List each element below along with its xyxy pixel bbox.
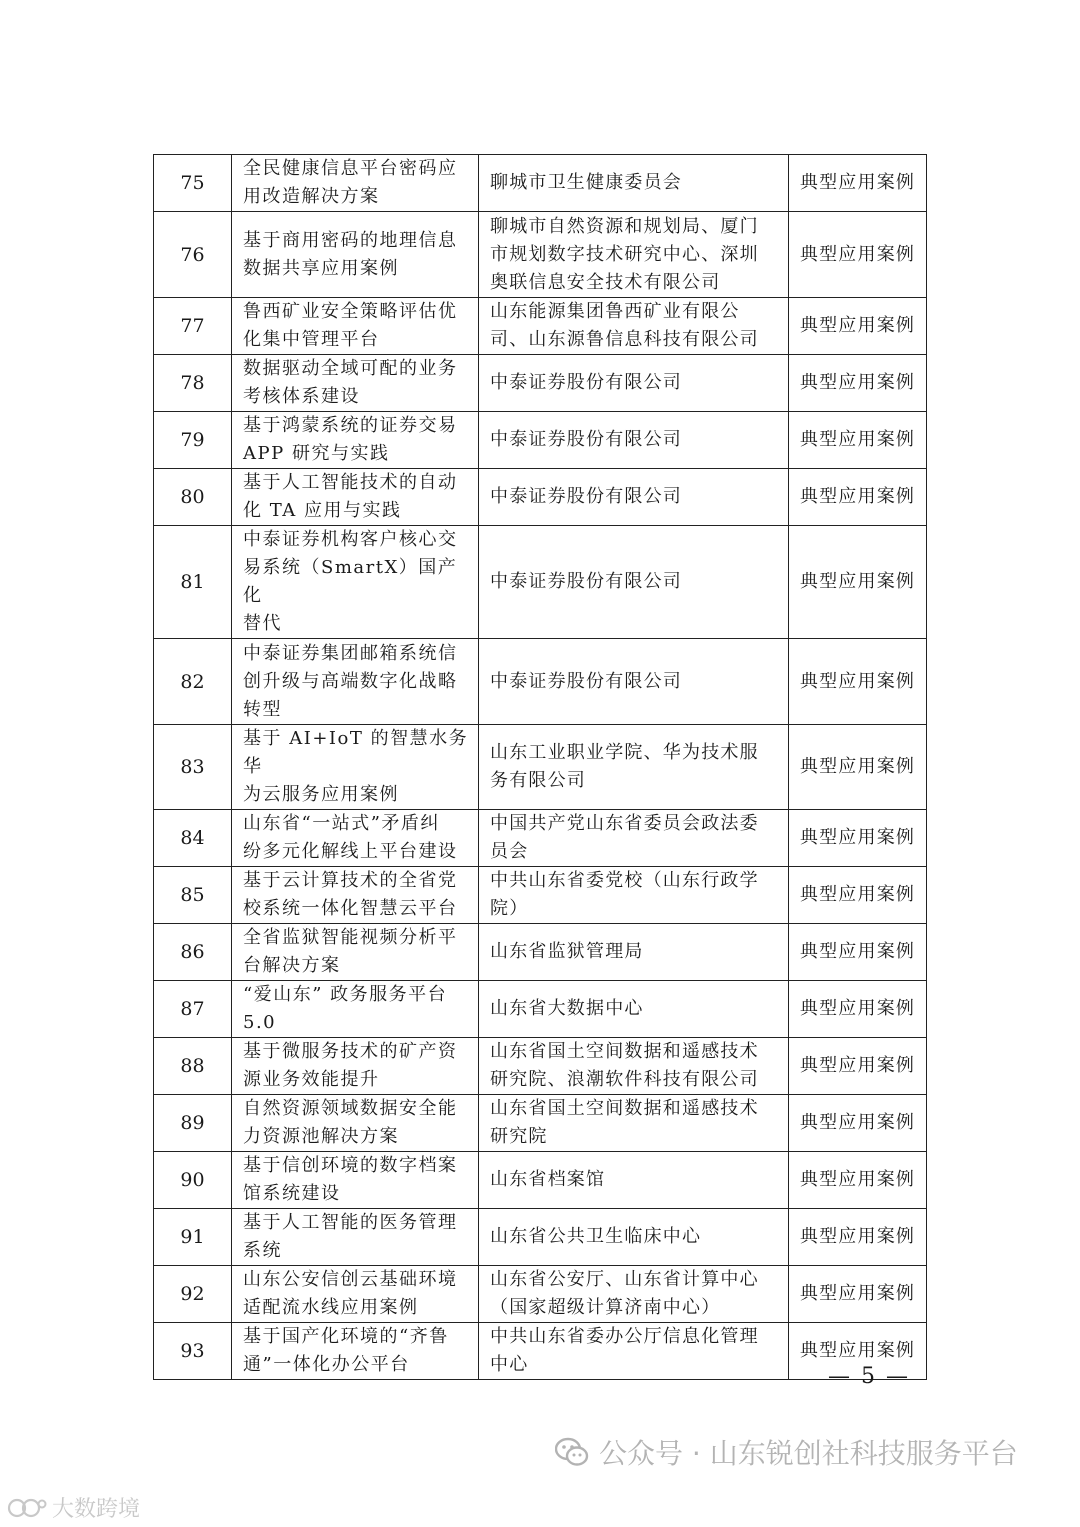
table-row (154, 981, 927, 1038)
project-name-line: 基于人工智能的医务管理 (243, 1212, 458, 1233)
project-name-line: 台解决方案 (243, 955, 341, 976)
organization-line: 山东省监狱管理局 (490, 941, 644, 962)
project-name-line: APP 研究与实践 (243, 443, 390, 464)
organization-line: 中泰证券股份有限公司 (490, 372, 682, 393)
project-name-line: 考核体系建设 (243, 386, 360, 407)
organization-cell (479, 1095, 789, 1152)
project-name-cell (232, 412, 479, 469)
wechat-watermark (555, 1432, 1018, 1472)
organization-line: 市规划数字技术研究中心、深圳 (490, 243, 759, 265)
organization-line: （国家超级计算济南中心） (490, 1297, 721, 1318)
category-cell: 典型应用案例 (789, 212, 927, 298)
row-number: 80 (154, 469, 232, 526)
project-name-line: 山东省“一站式”矛盾纠 (243, 813, 440, 834)
brand-watermark-text: 大数跨境 (52, 1497, 141, 1522)
organization-cell (479, 725, 789, 810)
organization-line: 奥联信息安全技术有限公司 (490, 271, 721, 293)
project-name-line: 易系统（SmartX）国产化 (243, 557, 458, 606)
brand-watermark (6, 1492, 140, 1523)
organization-line: 员会 (490, 841, 529, 862)
row-number: 79 (154, 412, 232, 469)
category-cell: 典型应用案例 (789, 1209, 927, 1266)
page-number: — 5 — (828, 1364, 910, 1389)
table-row (154, 469, 927, 526)
row-number: 90 (154, 1152, 232, 1209)
project-name-cell (232, 981, 479, 1038)
category-cell: 典型应用案例 (789, 1266, 927, 1323)
organization-line: 山东省档案馆 (490, 1169, 606, 1190)
project-name-line: 通”一体化办公平台 (243, 1354, 410, 1375)
category-cell: 典型应用案例 (789, 298, 927, 355)
table-row (154, 355, 927, 412)
project-name-cell (232, 155, 479, 212)
organization-cell (479, 810, 789, 867)
organization-cell (479, 1152, 789, 1209)
table-row (154, 1323, 927, 1380)
project-name-line: “爱山东” 政务服务平台 (243, 984, 448, 1005)
organization-cell (479, 155, 789, 212)
project-name-line: 5.0 (243, 1012, 277, 1033)
project-name-line: 基于 AI+IoT 的智慧水务华 (243, 728, 469, 777)
row-number: 91 (154, 1209, 232, 1266)
project-name-cell (232, 924, 479, 981)
row-number: 83 (154, 725, 232, 810)
project-name-cell (232, 469, 479, 526)
project-name-line: 全省监狱智能视频分析平 (243, 927, 458, 948)
organization-line: 司、山东源鲁信息科技有限公司 (490, 329, 759, 350)
table-row (154, 924, 927, 981)
organization-cell (479, 1323, 789, 1380)
organization-cell (479, 298, 789, 355)
table-row (154, 1095, 927, 1152)
organization-line: 研究院、浪潮软件科技有限公司 (490, 1069, 759, 1090)
organization-cell (479, 639, 789, 725)
organization-line: 山东能源集团鲁西矿业有限公 (490, 301, 740, 322)
category-cell: 典型应用案例 (789, 725, 927, 810)
project-name-line: 基于微服务技术的矿产资 (243, 1041, 458, 1062)
cases-table (153, 154, 927, 1380)
category-cell: 典型应用案例 (789, 1038, 927, 1095)
project-name-line: 中泰证券集团邮箱系统信 (243, 642, 458, 664)
project-name-line: 基于国产化环境的“齐鲁 (243, 1326, 449, 1347)
project-name-cell (232, 298, 479, 355)
organization-line: 聊城市卫生健康委员会 (490, 172, 682, 193)
row-number: 82 (154, 639, 232, 725)
organization-cell (479, 1038, 789, 1095)
table-row (154, 810, 927, 867)
organization-line: 山东省国土空间数据和遥感技术 (490, 1098, 759, 1119)
organization-line: 山东省国土空间数据和遥感技术 (490, 1041, 759, 1062)
project-name-line: 源业务效能提升 (243, 1069, 380, 1090)
project-name-cell (232, 810, 479, 867)
project-name-cell (232, 526, 479, 639)
row-number: 86 (154, 924, 232, 981)
project-name-line: 基于云计算技术的全省党 (243, 870, 458, 891)
table-row (154, 212, 927, 298)
project-name-cell (232, 1209, 479, 1266)
wechat-watermark-text: 公众号 · 山东锐创社科技服务平台 (599, 1437, 1018, 1470)
table-row (154, 725, 927, 810)
organization-line: 中共山东省委党校（山东行政学 (490, 870, 759, 891)
project-name-line: 基于鸿蒙系统的证券交易 (243, 415, 458, 436)
organization-cell (479, 469, 789, 526)
row-number: 84 (154, 810, 232, 867)
organization-line: 院） (490, 898, 529, 919)
category-cell: 典型应用案例 (789, 981, 927, 1038)
row-number: 93 (154, 1323, 232, 1380)
project-name-line: 中泰证券机构客户核心交 (243, 529, 458, 550)
project-name-cell (232, 1095, 479, 1152)
category-cell: 典型应用案例 (789, 526, 927, 639)
table-row (154, 1209, 927, 1266)
project-name-line: 化 TA 应用与实践 (243, 500, 402, 521)
project-name-cell (232, 212, 479, 298)
project-name-cell (232, 1323, 479, 1380)
project-name-line: 适配流水线应用案例 (243, 1297, 419, 1318)
project-name-cell (232, 639, 479, 725)
category-cell: 典型应用案例 (789, 155, 927, 212)
row-number: 75 (154, 155, 232, 212)
row-number: 87 (154, 981, 232, 1038)
organization-line: 山东工业职业学院、华为技术服 (490, 742, 759, 763)
project-name-line: 全民健康信息平台密码应 (243, 158, 458, 179)
table-row (154, 867, 927, 924)
organization-cell (479, 867, 789, 924)
project-name-cell (232, 1266, 479, 1323)
project-name-line: 馆系统建设 (243, 1183, 341, 1204)
project-name-line: 基于商用密码的地理信息 (243, 229, 458, 251)
organization-cell (479, 924, 789, 981)
table-row (154, 1038, 927, 1095)
row-number: 92 (154, 1266, 232, 1323)
project-name-line: 力资源池解决方案 (243, 1126, 399, 1147)
project-name-line: 替代 (243, 613, 282, 634)
row-number: 77 (154, 298, 232, 355)
organization-line: 中国共产党山东省委员会政法委 (490, 813, 759, 834)
brand-logo-icon (6, 1495, 48, 1521)
table-row (154, 298, 927, 355)
project-name-line: 用改造解决方案 (243, 186, 380, 207)
table-row (154, 412, 927, 469)
table-row (154, 1152, 927, 1209)
table-body (154, 155, 927, 1380)
row-number: 89 (154, 1095, 232, 1152)
project-name-cell (232, 1152, 479, 1209)
project-name-line: 为云服务应用案例 (243, 784, 399, 805)
category-cell: 典型应用案例 (789, 1095, 927, 1152)
project-name-cell (232, 867, 479, 924)
category-cell: 典型应用案例 (789, 639, 927, 725)
project-name-line: 数据共享应用案例 (243, 257, 399, 279)
table-row (154, 639, 927, 725)
organization-line: 中泰证券股份有限公司 (490, 670, 682, 692)
project-name-line: 基于信创环境的数字档案 (243, 1155, 458, 1176)
organization-cell (479, 212, 789, 298)
row-number: 88 (154, 1038, 232, 1095)
row-number: 76 (154, 212, 232, 298)
organization-line: 山东省公安厅、山东省计算中心 (490, 1269, 759, 1290)
organization-line: 研究院 (490, 1126, 548, 1147)
project-name-line: 系统 (243, 1240, 282, 1261)
project-name-cell (232, 1038, 479, 1095)
organization-line: 山东省公共卫生临床中心 (490, 1226, 702, 1247)
organization-line: 中心 (490, 1354, 529, 1375)
category-cell: 典型应用案例 (789, 810, 927, 867)
category-cell: 典型应用案例 (789, 355, 927, 412)
wechat-icon (555, 1437, 589, 1467)
organization-cell (479, 1209, 789, 1266)
row-number: 85 (154, 867, 232, 924)
project-name-line: 数据驱动全域可配的业务 (243, 358, 458, 379)
project-name-line: 校系统一体化智慧云平台 (243, 898, 458, 919)
table-row (154, 526, 927, 639)
organization-line: 中泰证券股份有限公司 (490, 429, 682, 450)
organization-line: 聊城市自然资源和规划局、厦门 (490, 215, 759, 237)
row-number: 78 (154, 355, 232, 412)
organization-line: 山东省大数据中心 (490, 998, 644, 1019)
organization-line: 务有限公司 (490, 770, 586, 791)
project-name-line: 纷多元化解线上平台建设 (243, 841, 458, 862)
organization-cell (479, 412, 789, 469)
project-name-line: 山东公安信创云基础环境 (243, 1269, 458, 1290)
organization-line: 中共山东省委办公厅信息化管理 (490, 1326, 759, 1347)
project-name-line: 转型 (243, 698, 282, 720)
project-name-line: 基于人工智能技术的自动 (243, 472, 458, 493)
category-cell: 典型应用案例 (789, 924, 927, 981)
organization-cell (479, 526, 789, 639)
project-name-line: 自然资源领域数据安全能 (243, 1098, 458, 1119)
table-row (154, 1266, 927, 1323)
organization-line: 中泰证券股份有限公司 (490, 571, 682, 592)
organization-cell (479, 355, 789, 412)
organization-cell (479, 1266, 789, 1323)
table-row (154, 155, 927, 212)
project-name-cell (232, 355, 479, 412)
category-cell: 典型应用案例 (789, 469, 927, 526)
project-name-line: 鲁西矿业安全策略评估优 (243, 301, 458, 322)
category-cell: 典型应用案例 (789, 867, 927, 924)
project-name-line: 创升级与高端数字化战略 (243, 670, 458, 692)
category-cell: 典型应用案例 (789, 1152, 927, 1209)
row-number: 81 (154, 526, 232, 639)
project-name-line: 化集中管理平台 (243, 329, 380, 350)
category-cell: 典型应用案例 (789, 1323, 927, 1380)
organization-cell (479, 981, 789, 1038)
project-name-cell (232, 725, 479, 810)
category-cell: 典型应用案例 (789, 412, 927, 469)
organization-line: 中泰证券股份有限公司 (490, 486, 682, 507)
